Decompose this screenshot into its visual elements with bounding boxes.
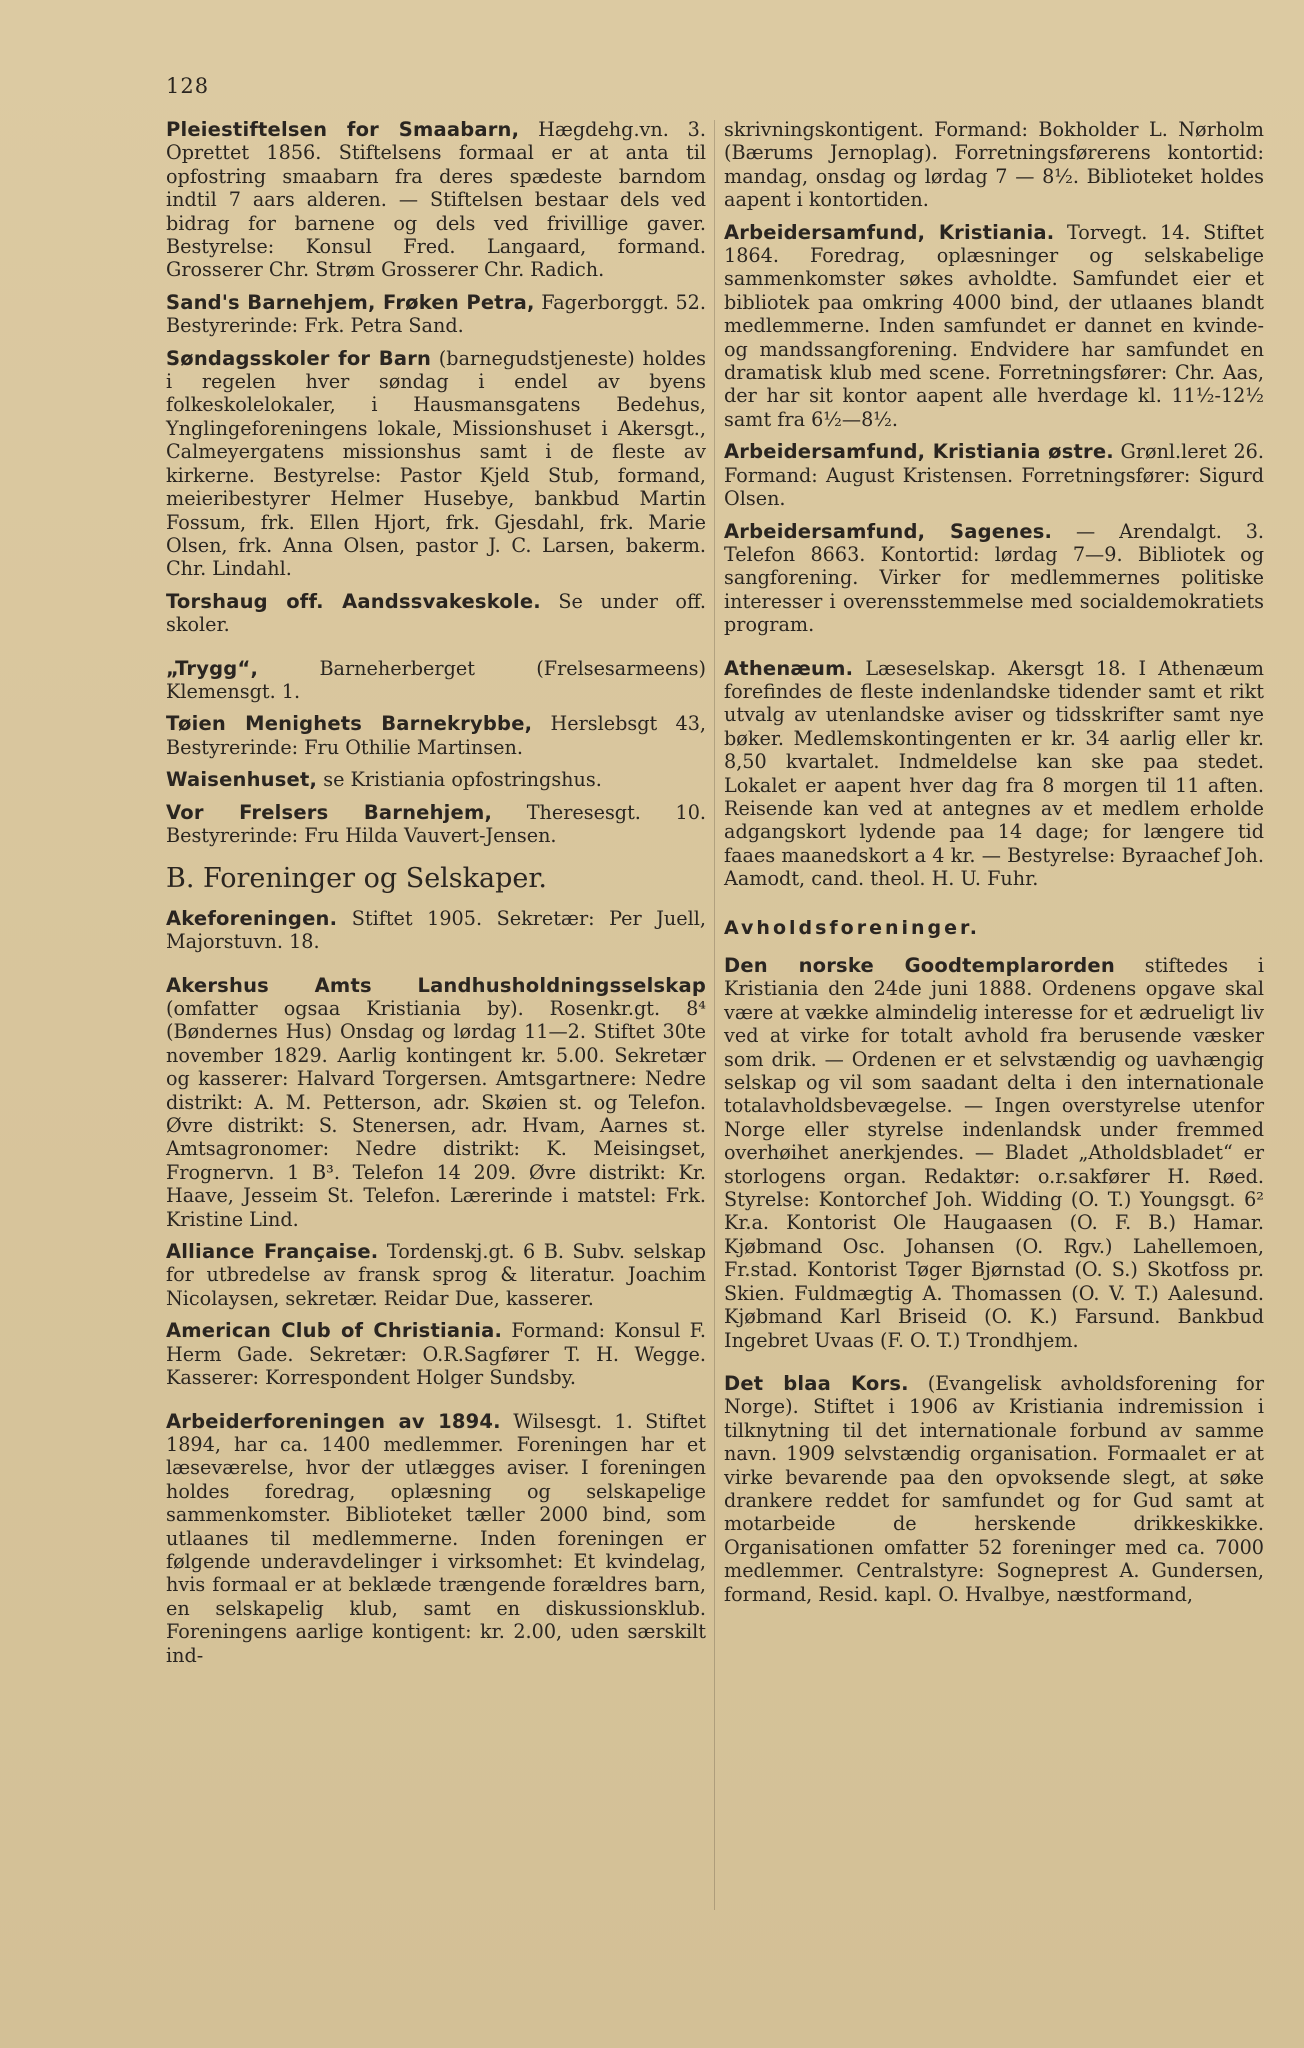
entry: [166, 974, 706, 1231]
entry-heading: Arbeidersamfund, Sagenes.: [724, 519, 1053, 543]
entry-body: — Arendalgt. 3. Telefon 8663. Kontortid: lørdag 7—9. Bibliotek og sangforening. Virker for medlemmernes politiske interesser i overensstemmelse med socialdemokratiets program.: [724, 519, 1264, 637]
entry-heading: Den norske Goodtemplarorden: [724, 954, 1115, 977]
right-column: [724, 118, 1264, 1615]
entry-body: Grønl.leret 26. Formand: August Kristensen. Forretningsfører: Sigurd Olsen.: [724, 440, 1264, 511]
entry-body: Barneherberget (Frelsesarmeens) Klemensgt. 1.: [166, 656, 706, 703]
entry: [724, 657, 1264, 891]
entry: [724, 1372, 1264, 1606]
entry-heading: Sand's Barnehjem, Frøken Petra,: [166, 290, 535, 314]
left-column: [166, 118, 706, 1676]
entry-body: stiftedes i Kristiania den 24de juni 1888. Ordenens opgave skal være at vække almindelig interesse for et ædrueligt liv ved at virke for totalt avhold fra berusende væsker som drik. — Ordenen er et selvstændig og uavhængig selskap og vil som saadant delta i den internationale totalavholdsbevægelse. — Ingen overstyrelse utenfor Norge eller styrelse indenlandsk under fremmed overhøihet anerkjendes. — Bladet „Atholdsbladet“ er storlogens organ. Redaktør: o.r.sakfører H. Røed. Styrelse: Kontorchef Joh. Widding (O. T.) Youngsgt. 6² Kr.a. Kontorist Ole Haugaasen (O. F. B.) Hamar. Kjøbmand Osc. Johansen (O. Rgv.) Lahellemoen, Fr.stad. Kontorist Tøger Bjørnstad (O. S.) Skotfoss pr. Skien. Fuldmægtig A. Thomassen (O. V. T.) Aalesund. Kjøbmand Karl Briseid (O. K.) Farsund. Bankbud Ingebret Uvaas (F. O. T.) Trondhjem.: [724, 954, 1264, 1352]
entry-heading: Arbeidersamfund, Kristiania østre.: [724, 440, 1114, 464]
entry-heading: Søndagsskoler for Barn: [166, 346, 432, 370]
entry-heading: Arbeiderforeningen av 1894.: [166, 1409, 501, 1433]
entry: [724, 440, 1264, 510]
entry: [166, 118, 706, 282]
column-divider: [714, 120, 715, 1910]
entry: [166, 1410, 706, 1667]
entry-heading: Arbeidersamfund, Kristiania.: [724, 220, 1055, 244]
entry-body: Theresesgt. 10. Bestyrerinde: Fru Hilda Vauvert-Jensen.: [166, 800, 706, 847]
entry: [166, 347, 706, 581]
entry-heading: Pleiestiftelsen for Smaabarn,: [166, 118, 520, 141]
entry-heading: Alliance Française.: [166, 1240, 379, 1264]
page-number: 128: [166, 74, 210, 98]
entry-body: Wilsesgt. 1. Stiftet 1894, har ca. 1400 medlemmer. Foreningen har et læseværelse, hvor der utlægges aviser. I foreningen holdes foredrag, oplæsning og selskapelige sammenkomster. Biblioteket tæller 2000 bind, som utlaanes til medlemmerne. Inden foreningen er følgende underavdelinger i virksomhet: Et kvindelag, hvis formaal er at beklæde trængende forældres barn, en selskapelig klub, samt en diskussionsklub. Foreningens aarlige kontigent: kr. 2.00, uden særskilt ind-: [166, 1409, 706, 1667]
entry: [724, 520, 1264, 637]
entry: [166, 1240, 706, 1310]
entry: [724, 954, 1264, 1352]
entry-heading: Athenæum.: [724, 656, 854, 680]
entry: [166, 907, 706, 954]
entry: [166, 712, 706, 759]
entry-body: (Evangelisk avholdsforening for Norge). Stiftet i 1906 av Kristiania indremission i tilknytning til det internationale forbund av samme navn. 1909 selvstændig organisation. Formaalet er at virke bevarende paa den opvoksende slegt, at søke drankere reddet for samfundet og for Gud samt at motarbeide de herskende drikkeskikke. Organisationen omfatter 52 foreninger med ca. 7000 medlemmer. Centralstyre: Sogneprest A. Gundersen, formand, Resid. kapl. O. Hvalbye, næstformand,: [724, 1371, 1264, 1606]
entry-heading: Akershus Amts Landhusholdningsselskap: [166, 973, 706, 997]
subsection-title: Avholdsforeninger.: [724, 916, 980, 939]
entry-body: Se under off. skoler.: [166, 589, 706, 637]
entry: [166, 291, 706, 338]
entry-body: (omfatter ogsaa Kristiania by). Rosenkr.gt. 8⁴ (Bøndernes Hus) Onsdag og lørdag 11—2. Stiftet 30te november 1829. Aarlig kontingent kr. 5.00. Sekretær og kasserer: Halvard Torgersen. Amtsgartnere: Nedre distrikt: A. M. Petterson, adr. Skøien st. og Telefon. Øvre distrikt: S. Stenersen, adr. Hvam, Aarnes st. Amtsagronomer: Nedre distrikt: K. Meisingset, Frognervn. 1 B³. Telefon 14 209. Øvre distrikt: Kr. Haave, Jesseim St. Telefon. Lærerinde i matstel: Frk. Kristine Lind.: [166, 997, 706, 1231]
entry-heading: Tøien Menighets Barnekrybbe,: [166, 712, 533, 736]
entry-body: Herslebsgt 43, Bestyrerinde: Fru Othilie Martinsen.: [166, 712, 707, 759]
entry-heading: Torshaug off. Aandssvakeskole.: [166, 589, 541, 613]
section-title: B. Foreninger og Selskaper.: [166, 863, 547, 895]
entry: [166, 801, 706, 848]
entry-body: (barnegudstjeneste) holdes i regelen hver søndag i endel av byens folkeskolelokaler, i Hausmansgatens Bedehus, Ynglingeforeningens lokale, Missionshuset i Akersgt., Calmeyergatens missionshus samt i de fleste av kirkerne. Bestyrelse: Pastor Kjeld Stub, formand, meieribestyrer Helmer Husebye, bankbud Martin Fossum, frk. Ellen Hjort, frk. Gjesdahl, frk. Marie Olsen, frk. Anna Olsen, pastor J. C. Larsen, bakerm. Chr. Lindahl.: [166, 346, 706, 581]
entry: [166, 1319, 706, 1389]
entry: [166, 657, 706, 704]
entry-heading: American Club of Christiania.: [166, 1319, 503, 1343]
entry-body: Formand: Konsul F. Herm Gade. Sekretær: O.R.Sagfører T. H. Wegge. Kasserer: Korrespondent Holger Sundsby.: [166, 1319, 706, 1390]
continued-text: skrivningskontigent. Formand: Bokholder L. Nørholm (Bærums Jernoplag). Forretningsførerens kontortid: mandag, onsdag og lørdag 7 — 8½. Biblioteket holdes aapent i kontortiden.: [724, 118, 1264, 212]
entry-body: se Kristiania opfostringshus.: [323, 768, 602, 792]
entry-body: Læseselskap. Akersgt 18. I Athenæum forefindes de fleste indenlandske tidender samt et rikt utvalg av utenlandske aviser og tidsskrifter samt nye bøker. Medlemskontingenten er kr. 34 aarlig eller kr. 8,50 kvartalet. Indmeldelse kan ske paa stedet. Lokalet er aapent hver dag fra 8 morgen til 11 aften. Reisende kan ved at antegnes av et medlem erholde adgangskort lydende paa 14 dage; for længere tid faaes maanedskort a 4 kr. — Bestyrelse: Byraachef Joh. Aamodt, cand. theol. H. U. Fuhr.: [724, 656, 1264, 891]
entry-body: Torvegt. 14. Stiftet 1864. Foredrag, oplæsninger og selskabelige sammenkomster søkes avholdte. Samfundet eier et bibliotek paa omkring 4000 bind, der utlaanes blandt medlemmerne. Inden samfundet er dannet en kvinde- og mandssangforening. Endvidere har samfundet en dramatisk klub med scene. Forretningsfører: Chr. Aas, der har sit kontor aapent alle hverdage kl. 11½-12½ samt fra 6½—8½.: [724, 220, 1265, 431]
entry-heading: Vor Frelsers Barnehjem,: [166, 800, 493, 824]
entry: [166, 590, 706, 637]
entry-heading: Akeforeningen.: [166, 906, 338, 930]
entry-body: Fagerborggt. 52. Bestyrerinde: Frk. Petra Sand.: [166, 290, 706, 338]
entry: [166, 768, 706, 791]
entry-heading: Det blaa Kors.: [724, 1371, 909, 1395]
entry-body: Stiftet 1905. Sekretær: Per Juell, Majorstuvn. 18.: [166, 906, 706, 954]
entry: [724, 221, 1264, 432]
entry-body: Hægdehg.vn. 3. Oprettet 1856. Stiftelsens formaal er at anta til opfostring smaabarn fra deres spædeste barndom indtil 7 aars alderen. — Stiftelsen bestaar dels ved bidrag for barnene og dels ved frivillige gaver. Bestyrelse: Konsul Fred. Langaard, formand. Grosserer Chr. Strøm Grosserer Chr. Radich.: [166, 118, 706, 282]
entry-heading: „Trygg“,: [166, 656, 259, 680]
entry-body: Tordenskj.gt. 6 B. Subv. selskap for utbredelse av fransk sprog & literatur. Joachim Nicolaysen, sekretær. Reidar Due, kasserer.: [166, 1240, 706, 1310]
entry-heading: Waisenhuset,: [166, 768, 318, 792]
